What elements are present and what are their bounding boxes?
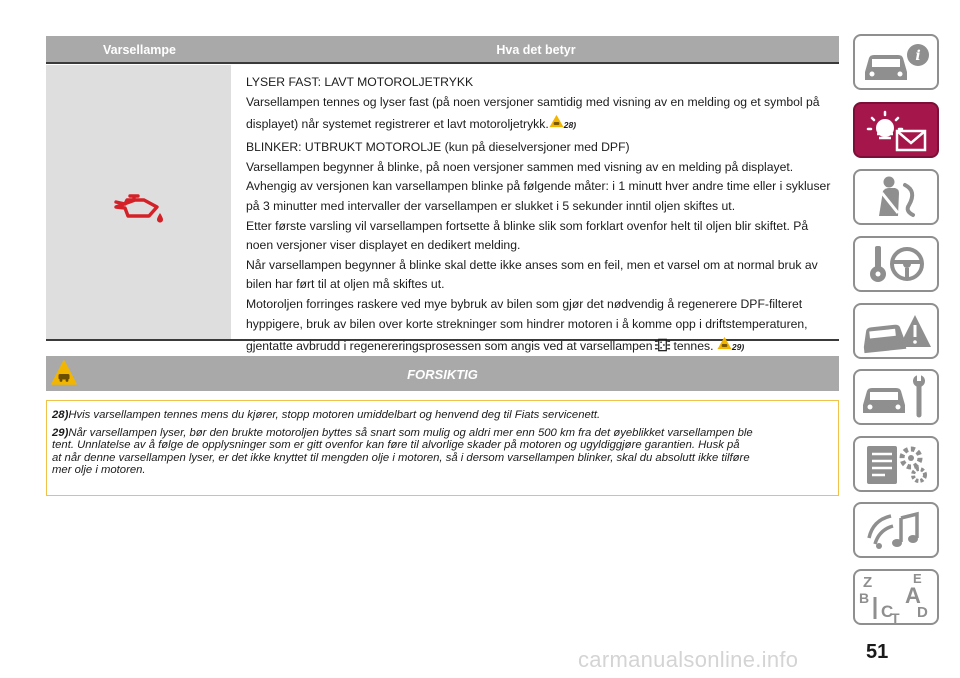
text-line: på 3 minutter med intervaller der varsellampen er slukket i 5 sekunder inntil oljen skiftes ut. bbox=[246, 198, 736, 213]
meaning-cell bbox=[231, 65, 839, 354]
lamp-cell bbox=[46, 65, 231, 339]
warning-triangle-icon bbox=[549, 114, 564, 128]
note-line: tent. Unnlatelse av å følge de opplysninger som er gitt ovenfor kan føre til alvorlige skader på motoren og ugyldiggjøre garantien. Husk på bbox=[52, 439, 740, 452]
car-maintenance-icon bbox=[855, 371, 937, 423]
index-letter: B bbox=[859, 590, 870, 606]
text-line-content: tennes. bbox=[673, 339, 714, 354]
text-line: Når varsellampen begynner å blinke skal dette ikke anses som en feil, men et varsel om at normal bruk av bbox=[246, 257, 818, 272]
text-line: hyppigere, bruk av bilen over korte strekninger som hindrer motoren i å komme opp i driftstemperaturen, bbox=[246, 316, 808, 331]
index-letter: T bbox=[891, 610, 900, 623]
caution-body bbox=[46, 400, 839, 496]
text-line-content: gjentatte avbrudd i regenereringsprosessen som angis ved at varsellampen bbox=[246, 339, 653, 354]
caution-note-29 bbox=[52, 427, 830, 477]
line-heading-blinking: BLINKER: UTBRUKT MOTOROLJE (kun på dieselversjoner med DPF) bbox=[246, 140, 630, 155]
index-letter: E bbox=[913, 571, 922, 586]
warning-triangle-icon bbox=[717, 336, 732, 350]
text-line: bilen har ført til at oljen må skiftes ut. bbox=[246, 277, 445, 292]
footnote-ref-29[interactable]: 29) bbox=[731, 342, 745, 353]
header-meaning: Hva det betyr bbox=[496, 43, 576, 57]
sidebar-tab-car-info[interactable] bbox=[853, 34, 939, 90]
index-letter: C bbox=[881, 602, 894, 621]
text-line: Varsellampen begynner å blinke, på noen versjoner sammen med visning av en melding på displayet. bbox=[246, 159, 794, 174]
sidebar-tab-safety[interactable] bbox=[853, 169, 939, 225]
page-number: 51 bbox=[866, 641, 889, 663]
technical-data-icon bbox=[855, 438, 937, 490]
note-number: 28) bbox=[52, 409, 69, 421]
sidebar-tab-multimedia[interactable] bbox=[853, 502, 939, 558]
note-line: mer olje i motoren. bbox=[52, 464, 146, 477]
line-heading-steady: LYSER FAST: LAVT MOTOROLJETRYKK bbox=[246, 75, 474, 89]
multimedia-icon bbox=[855, 504, 937, 556]
index-letter: Z bbox=[863, 574, 873, 591]
seatbelt-airbag-icon bbox=[855, 171, 937, 223]
alphabetical-index-icon bbox=[855, 571, 937, 623]
dpf-lamp-icon bbox=[654, 338, 671, 352]
sidebar-tab-warning-lights[interactable] bbox=[853, 102, 939, 158]
text-line: Etter første varsling vil varsellampen fortsette å blinke slik som forklart ovenfor helt til oljen blir skiftet. På bbox=[246, 218, 809, 233]
sidebar-tab-emergency[interactable] bbox=[853, 303, 939, 359]
footnote-ref-28[interactable]: 28) bbox=[563, 120, 577, 131]
note-line: at når denne varsellampen lyser, er det ikke knyttet til mengden olje i motoren, så i dersom varsellampen blinker, skal du absolutt ikke tilføre bbox=[52, 451, 750, 464]
caution-note-28 bbox=[52, 409, 830, 422]
caution-header bbox=[46, 356, 839, 391]
car-info-icon bbox=[855, 36, 937, 88]
sidebar-tab-maintenance[interactable] bbox=[853, 369, 939, 425]
table-row bbox=[46, 65, 839, 354]
sidebar-tab-index[interactable] bbox=[853, 569, 939, 625]
key-steering-wheel-icon bbox=[855, 238, 937, 290]
header-lamp: Varsellampe bbox=[103, 43, 176, 57]
caution-title: FORSIKTIG bbox=[407, 367, 478, 382]
text-line: Motoroljen forringes raskere ved mye bybruk av bilen som gjør det nødvendig å regenerere DPF-filteret bbox=[246, 296, 803, 311]
table-header-row bbox=[46, 36, 839, 64]
oil-pressure-lamp-icon bbox=[111, 180, 167, 236]
note-number: 29) bbox=[52, 426, 69, 439]
text-line: noen versjoner viser displayet en dedikert melding. bbox=[246, 238, 521, 253]
index-letter: D bbox=[917, 604, 928, 621]
text-line bbox=[246, 112, 833, 138]
note-line bbox=[52, 427, 830, 440]
index-letter: A bbox=[905, 583, 921, 608]
warning-lights-icon bbox=[855, 104, 937, 156]
note-text: Når varsellampen lyser, bør den brukte motoroljen byttes så snart som mulig og aldri mer enn 500 km fra det øyeblikket varsellampen ble bbox=[68, 426, 753, 439]
text-line-content: displayet) når systemet registrerer et lavt motoroljetrykk. bbox=[246, 117, 549, 132]
watermark: carmanualsonline.info bbox=[578, 647, 799, 672]
note-text: Hvis varsellampen tennes mens du kjører, stopp motoren umiddelbart og henvend deg til Fiats servicenett. bbox=[68, 409, 601, 421]
text-line: Avhengig av versjonen kan varsellampen blinke på følgende måter: i 1 minutt hver andre time eller i sykluser bbox=[246, 179, 831, 194]
sidebar-tab-starting-driving[interactable] bbox=[853, 236, 939, 292]
car-breakdown-icon bbox=[855, 305, 937, 357]
svg-text:i: i bbox=[915, 48, 921, 64]
text-line: Varsellampen tennes og lyser fast (på noen versjoner samtidig med visning av en melding og et symbol på bbox=[246, 94, 820, 109]
sidebar-tab-technical-data[interactable] bbox=[853, 436, 939, 492]
